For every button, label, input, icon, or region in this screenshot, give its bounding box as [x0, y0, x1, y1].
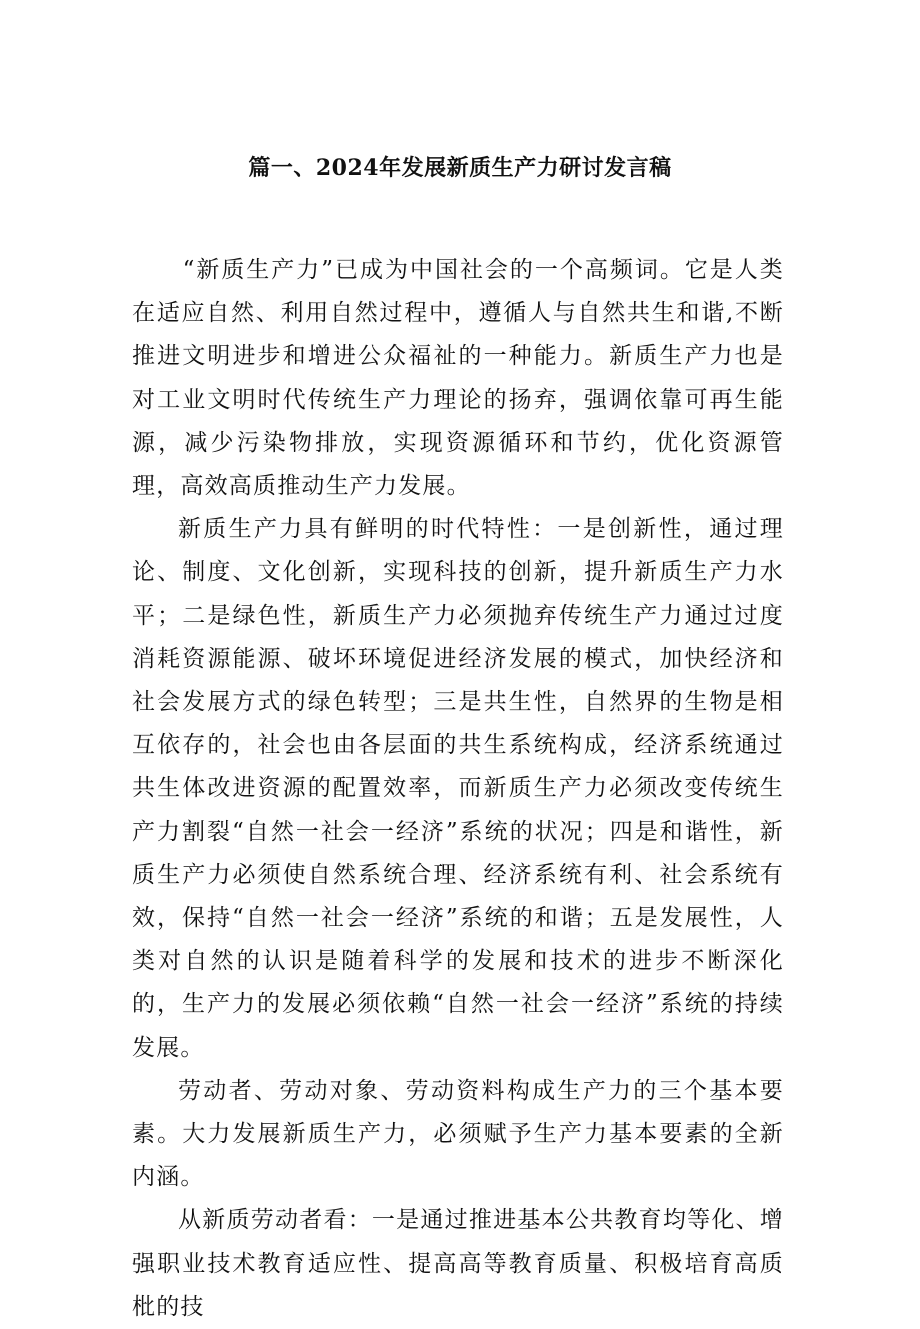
paragraph-2: 新质生产力具有鲜明的时代特性：一是创新性，通过理论、制度、文化创新，实现科技的创新，提升新质生产力水平；二是绿色性，新质生产力必须抛弃传统生产力通过过度消耗资源能源、破坏环境促进经济发展的模式，加快经济和社会发展方式的绿色转型；三是共生性，自然界的生物是相互依存的，社会也由各层面的共生系统构成，经济系统通过共生体改进资源的配置效率，而新质生产力必须改变传统生产力割裂“自然一社会一经济”系统的状况；四是和谐性，新质生产力必须使自然系统合理、经济系统有利、社会系统有效，保持“自然一社会一经济”系统的和谐；五是发展性，人类对自然的认识是随着科学的发展和技术的进步不断深化的，生产力的发展必须依赖“自然一社会一经济”系统的持续发展。 — [132, 516, 784, 1061]
paragraph-4: 从新质劳动者看：一是通过推进基本公共教育均等化、增强职业技术教育适应性、提高高等教育质量、积极培育高质枇的技 — [132, 1207, 784, 1320]
document-title: 篇一、2024年发展新质生产力研讨发言稿 — [248, 155, 672, 181]
paragraph-1: “新质生产力”已成为中国社会的一个高频词。它是人类在适应自然、利用自然过程中，遵循人与自然共生和谐,不断推进文明进步和增进公众福祉的一种能力。新质生产力也是对工业文明时代传统生产力理论的扬弃，强调依靠可再生能源，减少污染物排放，实现资源循环和节约，优化资源管理，高效高质推动生产力发展。 — [132, 257, 784, 500]
paragraph-3: 劳动者、劳动对象、劳动资料构成生产力的三个基本要素。大力发展新质生产力，必须赋予生产力基本要素的全新内涵。 — [132, 1077, 784, 1191]
document-body — [132, 249, 784, 1329]
